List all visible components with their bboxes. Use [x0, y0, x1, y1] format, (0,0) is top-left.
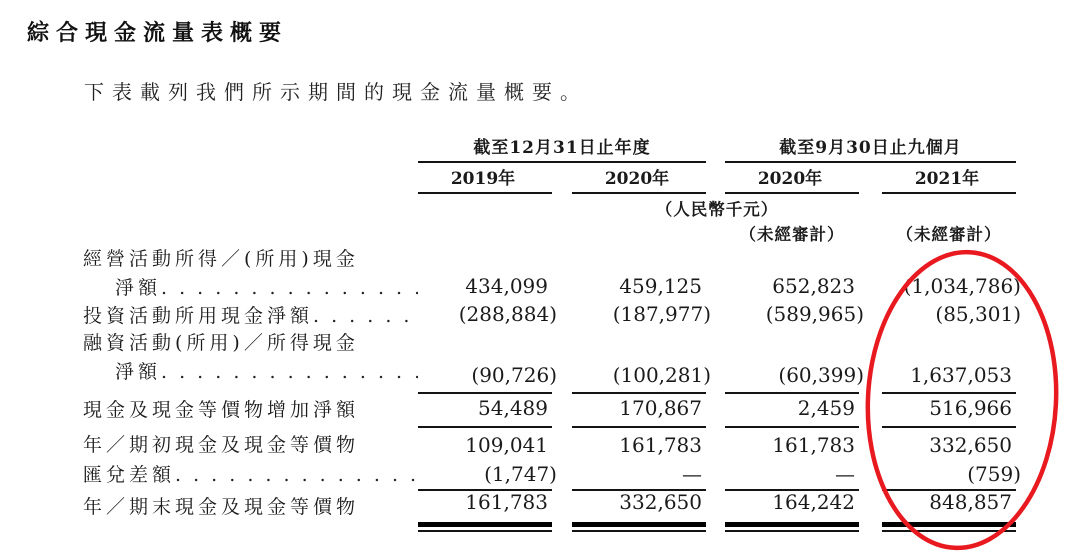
group-header-nine-month: 截至9月30日止九個月	[725, 130, 1016, 163]
row-label-net-increase: 現金及現金等價物增加淨額	[83, 399, 360, 421]
leader-dots	[161, 361, 418, 383]
row-label-financing-line1: 融資活動(所用)／所得現金	[83, 332, 359, 354]
unaudited-note-2: （未經審計）	[896, 225, 1002, 244]
cell-value: —	[572, 460, 706, 491]
cell-value: (1,034,786)	[903, 274, 1021, 298]
table-row-operating-values	[83, 273, 1021, 301]
year-col-2020: 2020年	[572, 163, 706, 194]
cell-value: 1,637,053	[882, 357, 1016, 394]
cell-value: 164,242	[725, 491, 859, 527]
cell-value: (100,281)	[572, 357, 706, 394]
cashflow-summary-table	[83, 130, 1021, 532]
leader-dots	[161, 277, 418, 299]
cell-value: (90,726)	[418, 357, 552, 394]
row-label-investing: 投資活動所用現金淨額 . . .	[83, 301, 418, 329]
cell-value: 109,041	[465, 433, 548, 457]
table-row-net-increase	[83, 394, 1016, 428]
cell-value: (589,965)	[765, 302, 864, 326]
table-group-header-row	[83, 130, 1016, 163]
table-row-cash-end	[83, 491, 1016, 527]
cell-value: —	[725, 460, 859, 491]
cell-value: (1,747)	[418, 460, 552, 491]
table-row-financing-values	[83, 357, 1016, 394]
table-row-investing	[83, 301, 1021, 329]
year-col-2019: 2019年	[418, 163, 552, 194]
cell-value: 434,099	[465, 274, 548, 298]
year-col-2021-9m: 2021年	[882, 163, 1016, 194]
cell-value: (60,399)	[725, 357, 859, 394]
table-row-exchange-diff	[83, 460, 1021, 491]
table-row-financing-label	[83, 329, 1016, 357]
row-label-operating-line2: 淨額 . . .	[83, 273, 418, 301]
cell-value: 54,489	[418, 394, 552, 428]
row-label-financing-line2: 淨額 . . .	[83, 357, 418, 394]
double-rule-thin-line	[83, 530, 1016, 532]
row-label-exchange-diff: 匯兌差額 . . .	[83, 460, 418, 491]
currency-note-row	[83, 194, 1016, 221]
table-row-operating-label	[83, 246, 1016, 273]
cell-value: 161,783	[619, 433, 702, 457]
currency-note: （人民幣千元）	[655, 200, 779, 219]
cell-value: 652,823	[772, 274, 855, 298]
unaudited-note-row	[83, 221, 1016, 246]
row-label-cash-end: 年／期末現金及現金等價物	[83, 496, 360, 518]
row-label-cash-beginning: 年／期初現金及現金等價物	[83, 434, 360, 456]
cell-value: 161,783	[418, 491, 552, 527]
cell-value: 516,966	[882, 394, 1016, 428]
cell-value: 170,867	[572, 394, 706, 428]
cell-value: 332,650	[572, 491, 706, 527]
cell-value: (187,977)	[612, 302, 711, 326]
cell-value: (288,884)	[458, 302, 557, 326]
table-year-header-row	[83, 163, 1016, 194]
group-header-annual: 截至12月31日止年度	[418, 130, 706, 163]
cell-value: 2,459	[725, 394, 859, 428]
table-row-cash-beginning	[83, 428, 1016, 460]
cell-value: (85,301)	[935, 302, 1021, 326]
cell-value: 161,783	[772, 433, 855, 457]
cell-value: 848,857	[882, 491, 1016, 527]
cell-value: 332,650	[929, 433, 1012, 457]
cell-value: (759)	[882, 460, 1016, 491]
unaudited-note-1: （未經審計）	[739, 225, 845, 244]
intro-text: 下表載列我們所示期間的現金流量概要。	[84, 80, 588, 104]
year-col-2020-9m: 2020年	[725, 163, 859, 194]
cell-value: 459,125	[619, 274, 702, 298]
row-label-operating-line1: 經營活動所得／(所用)現金	[83, 248, 359, 270]
page-title: 綜合現金流量表概要	[27, 20, 289, 46]
leader-dots	[313, 305, 418, 327]
leader-dots	[175, 464, 418, 486]
